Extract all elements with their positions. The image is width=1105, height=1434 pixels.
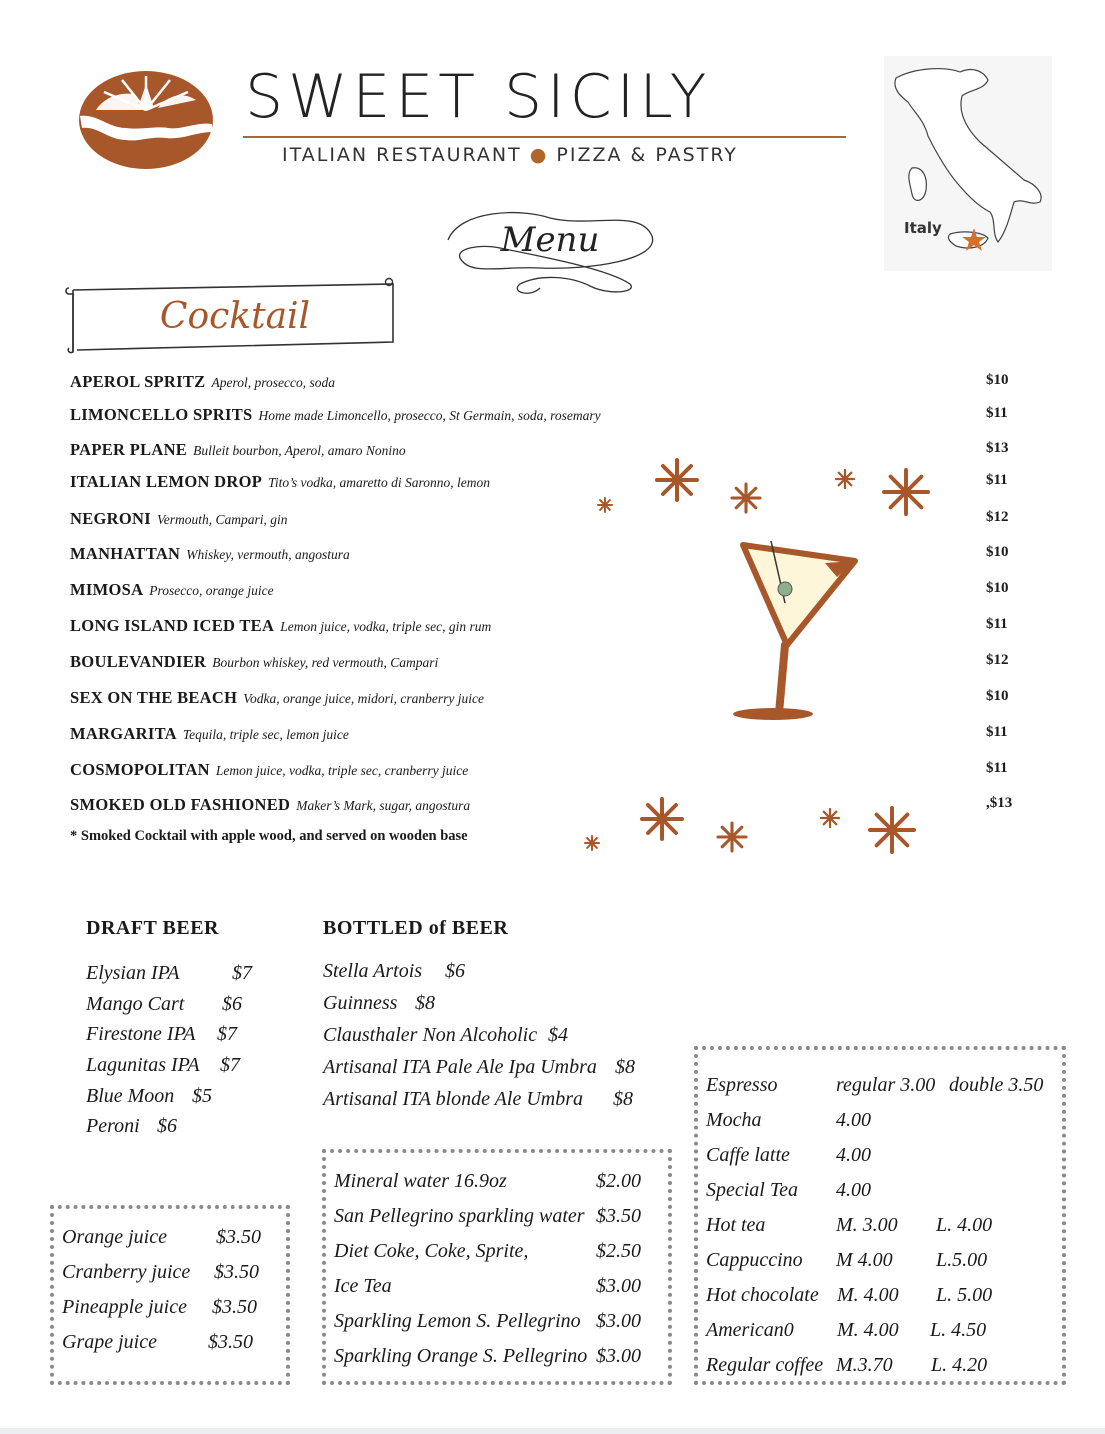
cocktail-price: $12: [986, 509, 1009, 525]
list-item: [706, 1214, 993, 1237]
draft-beer-title: DRAFT BEER: [86, 917, 219, 939]
star-icon: [585, 836, 599, 850]
coffee-price-large: L. 4.00: [936, 1214, 993, 1236]
beer-name: Stella Artois: [323, 960, 423, 982]
cocktail-name: SEX ON THE BEACH: [70, 688, 238, 707]
cocktail-desc: Aperol, prosecco, soda: [211, 375, 335, 390]
list-item: [323, 1024, 568, 1047]
drink-price: $3.00: [596, 1310, 641, 1332]
cocktail-price: $10: [986, 688, 1009, 704]
beer-price: $6: [222, 993, 242, 1015]
list-item: [323, 1056, 635, 1079]
martini-decoration: [575, 455, 955, 855]
restaurant-logo: [78, 70, 214, 170]
cocktail-price: ,$13: [986, 795, 1013, 811]
cocktail-name: ITALIAN LEMON DROP: [70, 472, 263, 491]
beer-name: Lagunitas IPA: [86, 1054, 200, 1076]
beer-price: $8: [613, 1088, 633, 1110]
drink-price: $2.50: [596, 1240, 641, 1262]
drink-price: $3.00: [596, 1345, 641, 1367]
beer-name: Mango Cart: [86, 993, 185, 1015]
list-item: [334, 1345, 641, 1368]
list-item: [334, 1310, 641, 1333]
star-icon: [657, 460, 697, 500]
beer-name: Blue Moon: [86, 1085, 175, 1107]
cocktail-name: MANHATTAN: [70, 544, 181, 563]
italy-map: [884, 56, 1052, 271]
coffee-price-large: L. 5.00: [936, 1284, 993, 1306]
coffee-price-medium: 4.00: [836, 1109, 871, 1131]
drink-name: Diet Coke, Coke, Sprite,: [334, 1240, 529, 1262]
cocktail-desc: Vodka, orange juice, midori, cranberry juice: [243, 691, 484, 706]
cocktail-price: $13: [986, 440, 1009, 456]
cocktail-name: NEGRONI: [70, 509, 151, 528]
drink-price: $3.00: [596, 1275, 641, 1297]
list-item: [334, 1170, 641, 1193]
cocktail-price: $11: [986, 760, 1008, 776]
drink-name: Ice Tea: [334, 1275, 392, 1297]
coffee-price-medium: M. 4.00: [837, 1319, 899, 1341]
cocktail-price: $10: [986, 372, 1009, 388]
drink-name: San Pellegrino sparkling water: [334, 1205, 585, 1227]
smoked-cocktail-note: * Smoked Cocktail with apple wood, and served on wooden base: [70, 828, 468, 844]
list-item: [62, 1296, 257, 1319]
star-icon: [598, 498, 612, 512]
cocktail-price: $11: [986, 724, 1008, 740]
cocktail-price: $11: [986, 472, 1008, 488]
beer-name: Clausthaler Non Alcoholic: [323, 1024, 538, 1046]
tagline-right: PIZZA & PASTRY: [556, 144, 738, 166]
list-item: [70, 405, 1030, 429]
list-item: [70, 372, 1030, 396]
menu-script-title: [440, 188, 660, 303]
juice-name: Grape juice: [62, 1331, 157, 1353]
cocktail-name: MIMOSA: [70, 580, 144, 599]
tagline-dot: ●: [529, 144, 549, 166]
beer-price: $7: [217, 1023, 237, 1045]
cocktail-price: $10: [986, 544, 1009, 560]
coffee-price-medium: M.3.70: [836, 1354, 893, 1376]
draft-beer-list: [86, 962, 306, 1152]
list-item: [62, 1261, 259, 1284]
cocktail-desc: Lemon juice, vodka, triple sec, gin rum: [280, 619, 492, 634]
juice-name: Pineapple juice: [62, 1296, 187, 1318]
brand-underline: [243, 136, 846, 138]
list-item: [706, 1284, 993, 1307]
list-item: [62, 1331, 253, 1354]
juice-price: $3.50: [214, 1261, 259, 1283]
coffee-price-large: L.5.00: [936, 1249, 988, 1271]
list-item: [334, 1240, 641, 1263]
coffee-name: Regular coffee: [706, 1354, 824, 1376]
list-item: [86, 1023, 237, 1046]
coffee-price-medium: M. 3.00: [836, 1214, 898, 1236]
beer-price: $7: [220, 1054, 240, 1076]
drink-name: Sparkling Lemon S. Pellegrino: [334, 1310, 581, 1332]
list-item: [706, 1319, 987, 1342]
list-item: [323, 960, 465, 983]
cocktail-desc: Home made Limoncello, prosecco, St Germain, soda, rosemary: [258, 408, 601, 423]
coffee-name: Special Tea: [706, 1179, 799, 1201]
cocktail-desc: Tito’s vodka, amaretto di Saronno, lemon: [268, 475, 490, 490]
list-item: [86, 1085, 212, 1108]
coffee-name: Hot tea: [706, 1214, 766, 1236]
star-icon: [821, 809, 839, 827]
list-item: [706, 1109, 871, 1132]
list-item: [706, 1074, 1044, 1097]
juice-box: [50, 1205, 290, 1385]
beer-name: Peroni: [86, 1115, 140, 1137]
cocktail-desc: Bulleit bourbon, Aperol, amaro Nonino: [193, 443, 406, 458]
beer-name: Artisanal ITA Pale Ale Ipa Umbra: [323, 1056, 597, 1078]
coffee-name: Cappuccino: [706, 1249, 803, 1271]
coffee-name: American0: [706, 1319, 794, 1341]
drink-price: $2.00: [596, 1170, 641, 1192]
coffee-name: Mocha: [706, 1109, 762, 1131]
list-item: [323, 1088, 633, 1111]
tagline-left: ITALIAN RESTAURANT: [282, 144, 522, 166]
coffee-price-large: L. 4.20: [931, 1354, 988, 1376]
star-icon: [732, 484, 760, 512]
cocktail-desc: Bourbon whiskey, red vermouth, Campari: [212, 655, 439, 670]
beer-name: Artisanal ITA blonde Ale Umbra: [323, 1088, 583, 1110]
cocktail-desc: Tequila, triple sec, lemon juice: [182, 727, 349, 742]
coffee-price-medium: regular 3.00: [836, 1074, 936, 1096]
bottled-beer-title: BOTTLED of BEER: [323, 917, 509, 939]
drink-name: Sparkling Orange S. Pellegrino: [334, 1345, 588, 1367]
coffee-name: Hot chocolate: [706, 1284, 819, 1306]
cocktail-price: $12: [986, 652, 1009, 668]
cocktail-name: APEROL SPRITZ: [70, 372, 206, 391]
star-icon: [884, 470, 928, 514]
beer-price: $8: [415, 992, 435, 1014]
cocktail-price: $10: [986, 580, 1009, 596]
list-item: [706, 1249, 988, 1272]
beer-name: Firestone IPA: [86, 1023, 196, 1045]
star-icon: [642, 799, 682, 839]
cocktail-desc: Vermouth, Campari, gin: [156, 512, 288, 527]
list-item: [334, 1275, 641, 1298]
cocktail-name: LIMONCELLO SPRITS: [70, 405, 253, 424]
juice-name: Cranberry juice: [62, 1261, 191, 1283]
beer-price: $6: [157, 1115, 177, 1137]
bottled-beer-list: [323, 960, 673, 1120]
cocktail-name: LONG ISLAND ICED TEA: [70, 616, 275, 635]
beer-name: Elysian IPA: [86, 962, 180, 984]
list-item: [706, 1179, 871, 1202]
beer-price: $6: [445, 960, 465, 982]
coffee-name: Espresso: [706, 1074, 778, 1096]
list-item: [62, 1226, 261, 1249]
list-item: [86, 993, 242, 1016]
beer-price: $7: [232, 962, 252, 984]
menu-script-text: Menu: [500, 220, 600, 260]
cocktail-section-title: Cocktail: [159, 296, 311, 337]
beer-price: $4: [548, 1024, 568, 1046]
beer-name: Guinness: [323, 992, 398, 1014]
list-item: [334, 1205, 641, 1228]
list-item: [86, 962, 252, 985]
juice-price: $3.50: [216, 1226, 261, 1248]
star-icon: [870, 808, 914, 852]
drink-name: Mineral water 16.9oz: [334, 1170, 507, 1192]
beer-price: $8: [615, 1056, 635, 1078]
cocktail-name: COSMOPOLITAN: [70, 760, 210, 779]
coffee-price-large: double 3.50: [949, 1074, 1044, 1096]
coffee-name: Caffe latte: [706, 1144, 790, 1166]
cocktail-name: SMOKED OLD FASHIONED: [70, 795, 291, 814]
martini-glass-icon: [733, 541, 855, 720]
cocktail-desc: Prosecco, orange juice: [149, 583, 274, 598]
coffee-price-large: L. 4.50: [930, 1319, 987, 1341]
restaurant-tagline: [282, 144, 738, 166]
juice-price: $3.50: [208, 1331, 253, 1353]
coffee-price-medium: M 4.00: [836, 1249, 893, 1271]
cocktail-price: $11: [986, 616, 1008, 632]
coffee-price-medium: M. 4.00: [837, 1284, 899, 1306]
list-item: [86, 1115, 177, 1138]
map-label: Italy: [904, 219, 942, 237]
restaurant-name: SWEET SICILY: [245, 62, 712, 132]
coffee-box: [694, 1046, 1066, 1385]
cocktail-name: MARGARITA: [70, 724, 177, 743]
cocktail-price: $11: [986, 405, 1008, 421]
cocktail-name: BOULEVANDIER: [70, 652, 207, 671]
juice-name: Orange juice: [62, 1226, 167, 1248]
cocktail-name: PAPER PLANE: [70, 440, 188, 459]
juice-price: $3.50: [212, 1296, 257, 1318]
cocktail-desc: Maker’s Mark, sugar, angostura: [296, 798, 471, 813]
coffee-price-medium: 4.00: [836, 1144, 871, 1166]
list-item: [323, 992, 435, 1015]
cocktail-desc: Whiskey, vermouth, angostura: [186, 547, 350, 562]
beer-price: $5: [192, 1085, 212, 1107]
cocktail-desc: Lemon juice, vodka, triple sec, cranberry juice: [215, 763, 469, 778]
list-item: [706, 1144, 871, 1167]
coffee-price-medium: 4.00: [836, 1179, 871, 1201]
star-icon: [718, 823, 746, 851]
list-item: [706, 1354, 988, 1377]
page-bottom-band: [0, 1428, 1105, 1434]
drink-price: $3.50: [596, 1205, 641, 1227]
soft-drinks-box: [322, 1149, 672, 1385]
list-item: [86, 1054, 240, 1077]
star-icon: [836, 470, 854, 488]
